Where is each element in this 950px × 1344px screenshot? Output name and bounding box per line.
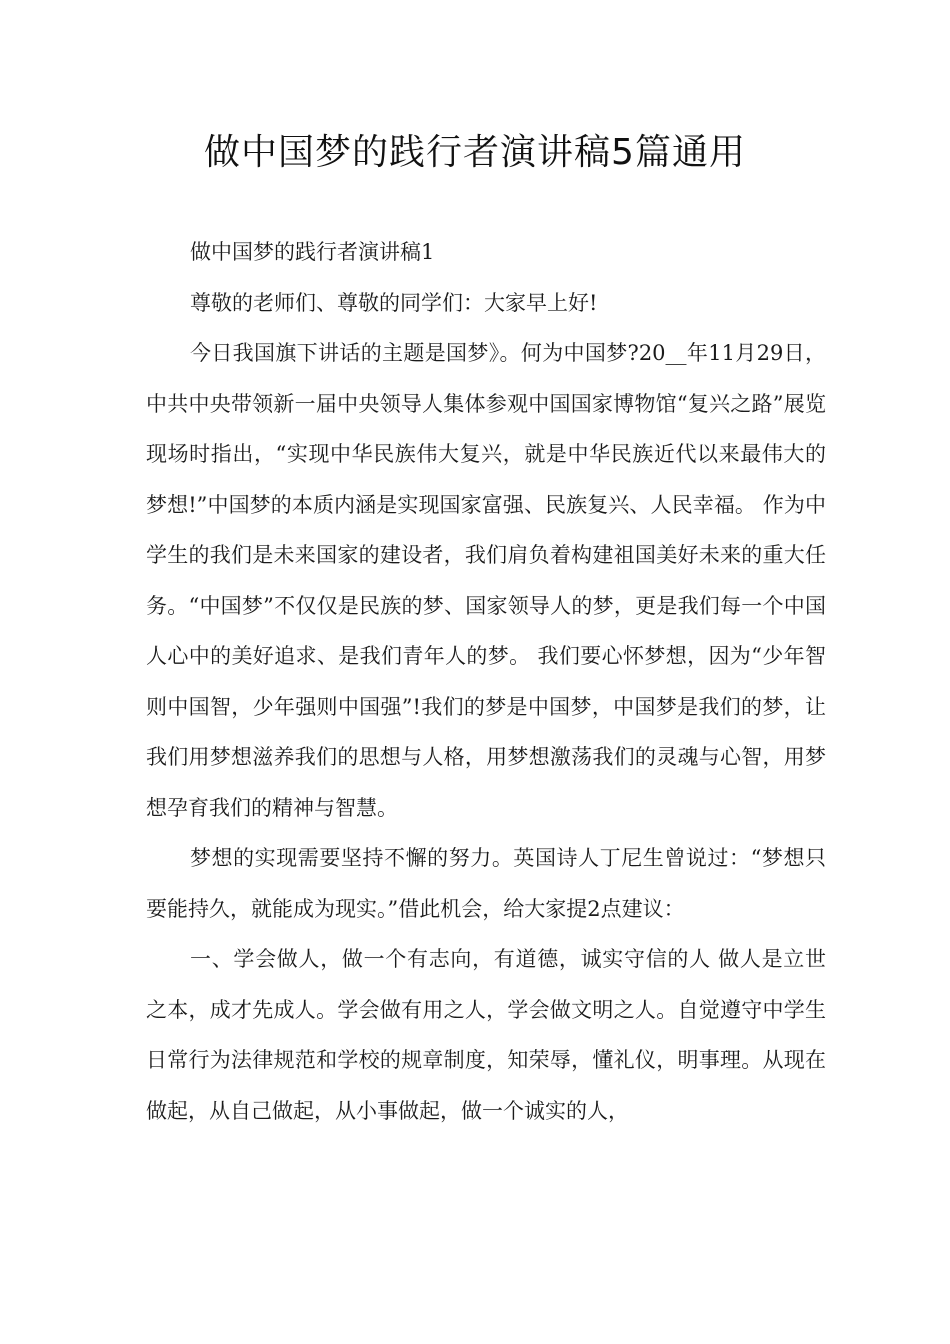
paragraph-heading: 做中国梦的践行者演讲稿1: [190, 240, 435, 264]
paragraph-suggestion-one: 一、学会做人，做一个有志向，有道德，诚实守信的人 做人是立世之本，成才先成人。学会做有用之人，学会做文明之人。自觉遵守中学生日常行为法律规范和学校的规章制度，知荣辱，懂礼仪，明事理。从现在做起，从自己做起，从小事做起，做一个诚实的人，: [146, 947, 826, 1123]
document-body: [146, 227, 826, 1136]
paragraph-effort: 梦想的实现需要坚持不懈的努力。英国诗人丁尼生曾说过：“梦想只要能持久，就能成为现实。”借此机会，给大家提2点建议：: [146, 846, 826, 921]
paragraph-greeting: 尊敬的老师们、尊敬的同学们：大家早上好!: [190, 290, 598, 315]
paragraph-theme: 今日我国旗下讲话的主题是国梦》。何为中国梦?20__年11月29日，中共中央带领新一届中央领导人集体参观中国国家博物馆“复兴之路”展览现场时指出，“实现中华民族伟大复兴，就是中华民族近代以来最伟大的梦想!”中国梦的本质内涵是实现国家富强、民族复兴、人民幸福。 作为中学生的我们是未来国家的建设者，我们肩负着构建祖国美好未来的重大任务。“中国梦”不仅仅是民族的梦、国家领导人的梦，更是我们每一个中国人心中的美好追求、是我们青年人的梦。 我们要心怀梦想，因为“少年智则中国智，少年强则中国强”!我们的梦是中国梦，中国梦是我们的梦，让我们用梦想滋养我们的思想与人格，用梦想激荡我们的灵魂与心智，用梦想孕育我们的精神与智慧。: [146, 341, 826, 820]
document-title: 做中国梦的践行者演讲稿5篇通用: [204, 132, 746, 173]
